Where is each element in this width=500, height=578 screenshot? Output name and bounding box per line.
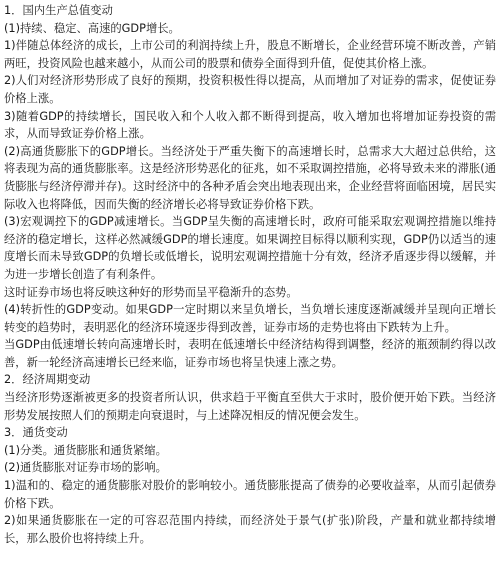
- paragraph: 当GDP由低速增长转向高速增长时，表明在低速增长中经济结构得到调整，经济的瓶颈制约得以改善，新一轮经济高速增长已经来临，证券市场也将呈快速上涨之势。: [4, 338, 496, 369]
- subsection-heading: (1)持续、稳定、高速的GDP增长。: [4, 21, 180, 35]
- paragraph: 当经济形势逐渐被更多的投资者所认识，供求趋于平衡直至供大于求时，股价便开始下跌。当经济形势发展按照人们的预期走向衰退时，与上述降况相反的情况便会发生。: [4, 391, 496, 422]
- paragraph: 2)人们对经济形势形成了良好的预期，投资积极性得以提高，从而增加了对证券的需求，促使证券价格上涨。: [4, 74, 496, 105]
- paragraph: (2)高通货膨胀下的GDP增长。当经济处于严重失衡下的高速增长时，总需求大大超过总供给，这将表现为高的通货膨胀率。这是经济形势恶化的征兆，如不采取调控措施，必将导致未来的滞胀(通货膨胀与经济停滞并存)。这时经济中的各种矛盾会突出地表现出来，企业经营将面临困境，居民实际收入也将降低，因而失衡的经济增长必将导致证券价格下跌。: [4, 144, 496, 211]
- paragraph: 3)随着GDP的持续增长，国民收入和个人收入都不断得到提高，收入增加也将增加证券投资的需求，从而导致证券价格上涨。: [4, 109, 496, 141]
- paragraph: (1)分类。通货膨胀和通货紧缩。: [4, 443, 167, 457]
- section-heading: 2．经济周期变动: [4, 373, 91, 387]
- paragraph: 2)如果通货膨胀在一定的可容忍范围内持续，而经济处于景气(扩张)阶段，产量和就业都持续增长，那么股价也将持续上升。: [4, 514, 496, 545]
- paragraph: 1)伴随总体经济的成长，上市公司的利润持续上升，股息不断增长，企业经营环境不断改善，产销两旺，投资风险也越来越小，从而公司的股票和债券全面得到升值，促使其价格上涨。: [4, 39, 496, 70]
- section-heading: 3．通货变动: [4, 426, 68, 440]
- paragraph: 这时证券市场也将反映这种好的形势而呈平稳渐升的态势。: [4, 285, 298, 299]
- subsection-heading: (2)通货膨胀对证券市场的影响。: [4, 461, 167, 475]
- section-heading: 1．国内生产总值变动: [4, 4, 113, 17]
- paragraph: (4)转折性的GDP变动。如果GDP一定时期以来呈负增长，当负增长速度逐渐减缓并呈现向正增长转变的趋势时，表明恶化的经济环境逐步得到改善，证券市场的走势也将由下跌转为上升。: [4, 303, 496, 334]
- paragraph: 1)温和的、稳定的通货膨胀对股价的影响较小。通货膨胀提高了债券的必要收益率，从而引起债券价格下跌。: [4, 479, 496, 510]
- paragraph: (3)宏观调控下的GDP减速增长。当GDP呈失衡的高速增长时，政府可能采取宏观调控措施以维持经济的稳定增长，这样必然减缓GDP的增长速度。如果调控目标得以顺利实现，GDP仍以适当的速度增长而未导致GDP的负增长或低增长，说明宏观调控措施十分有效，经济矛盾逐步得以缓解，并为进一步增长创造了有利条件。: [4, 215, 496, 281]
